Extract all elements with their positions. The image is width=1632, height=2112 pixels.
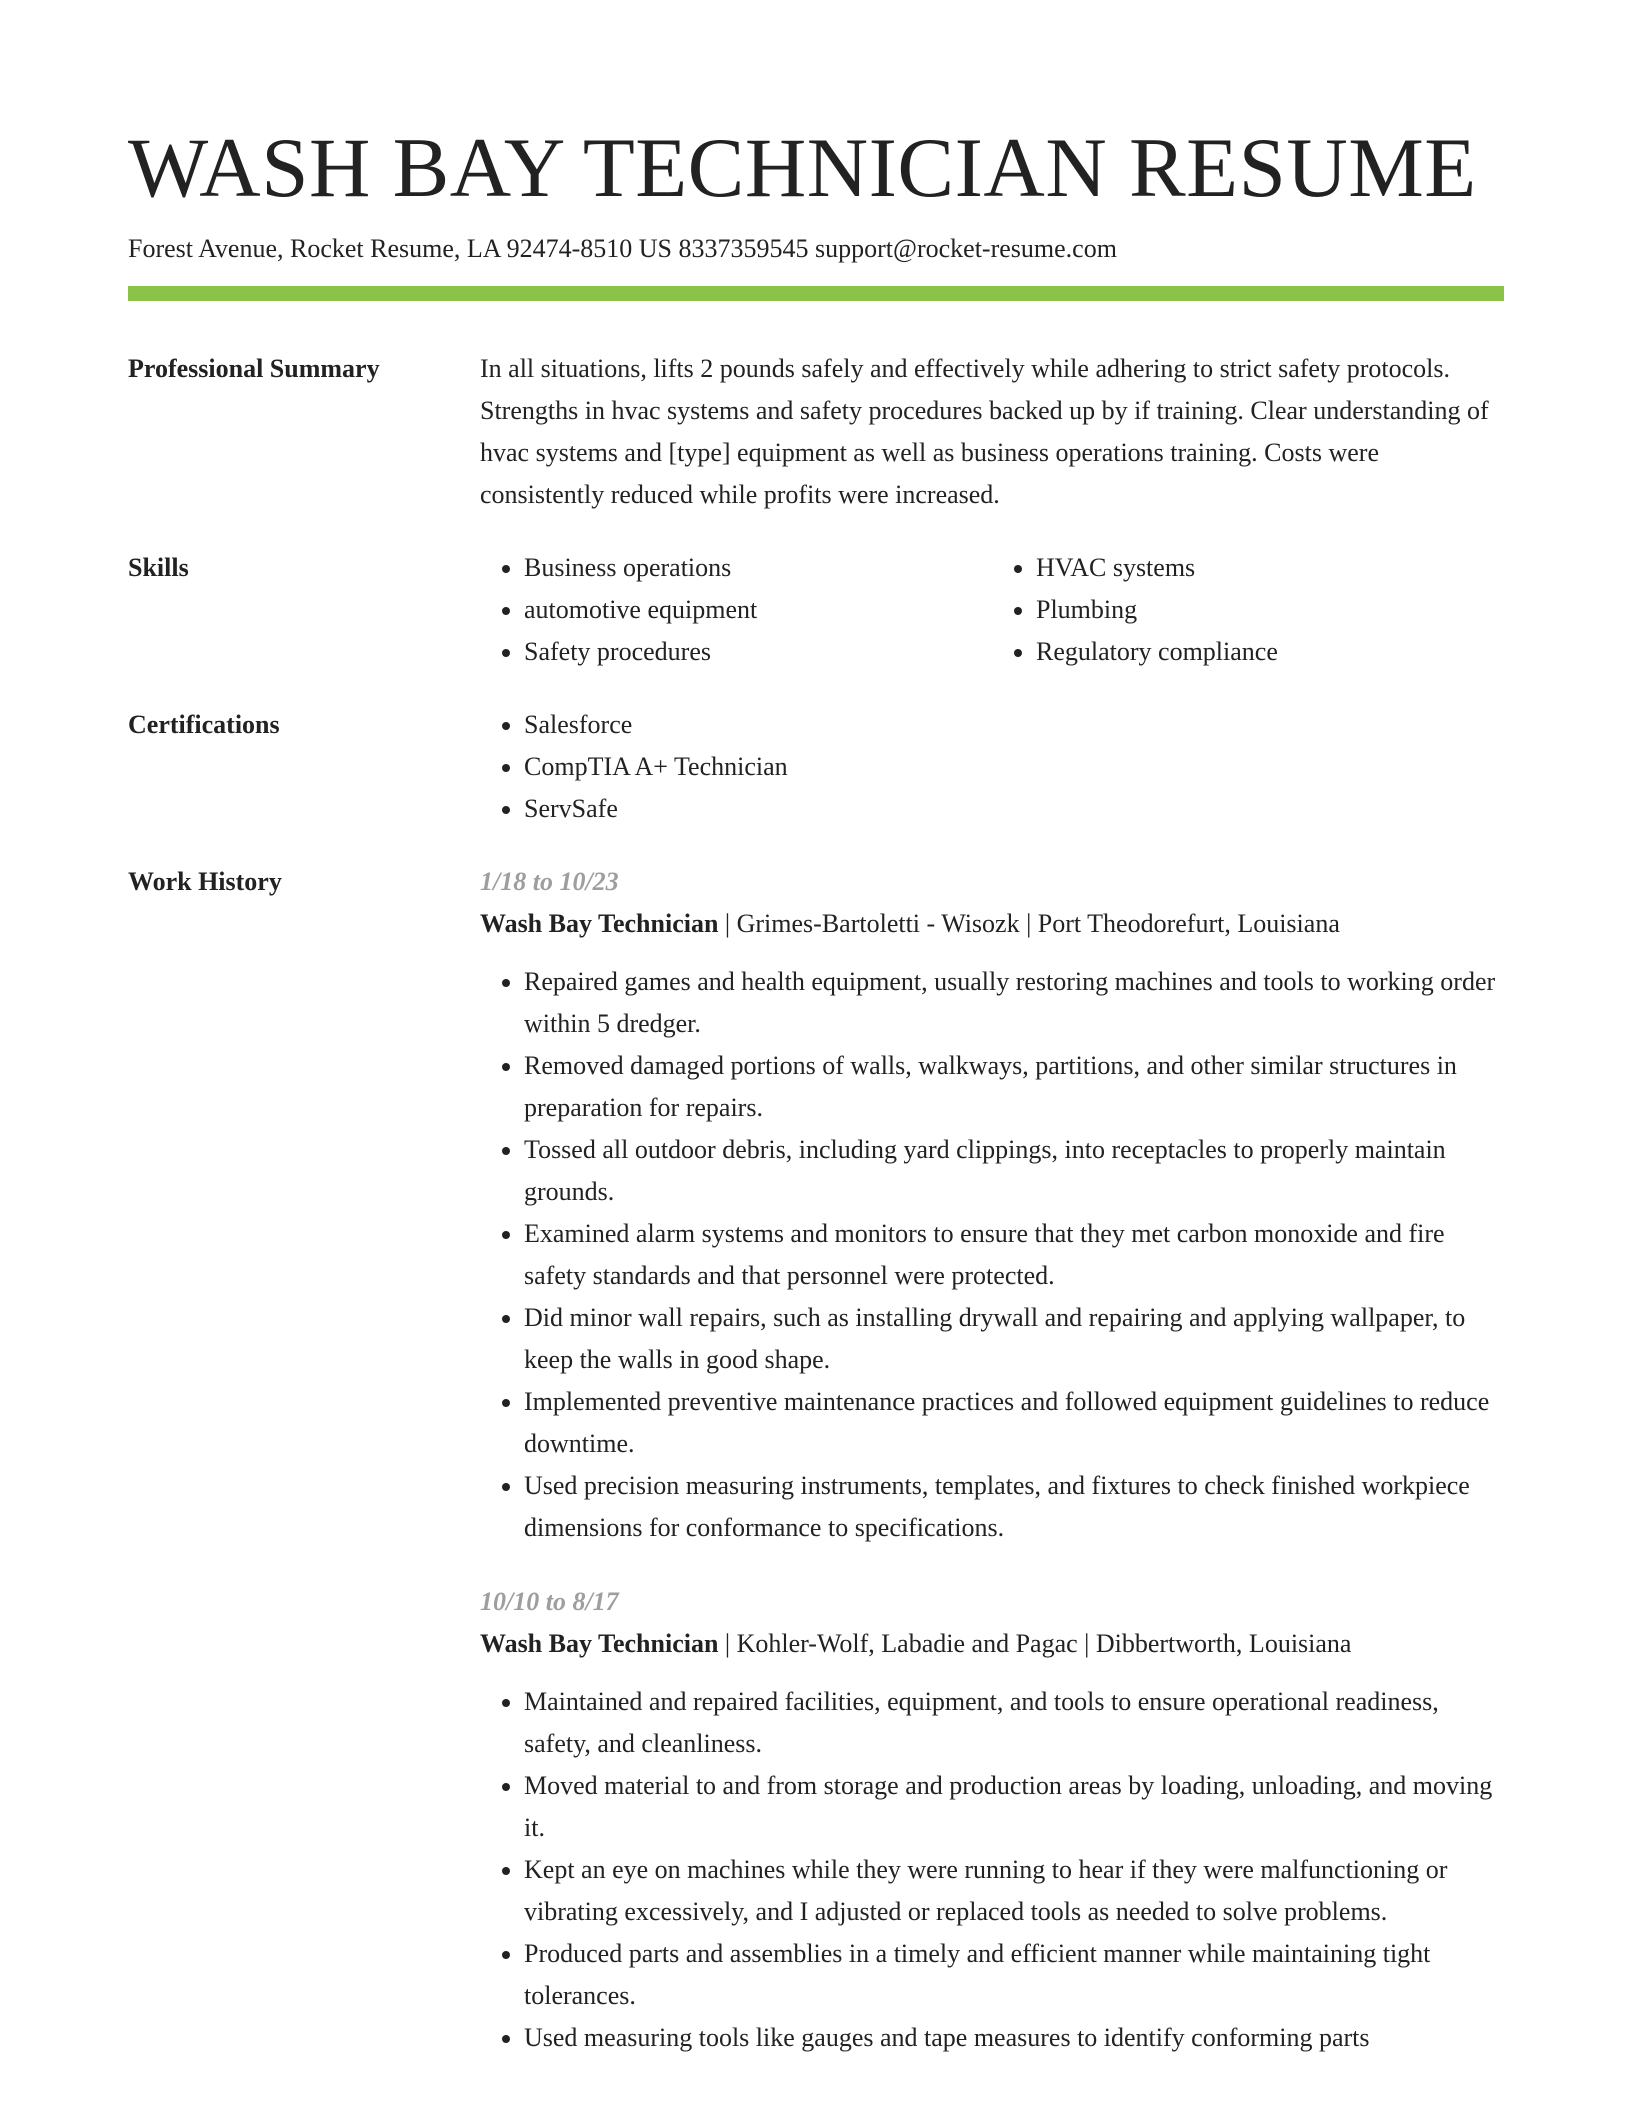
job-duty: • Moved material to and from storage and production areas by loading, unloading, and moving it. (524, 1765, 1504, 1849)
job-employer-location: | Kohler-Wolf, Labadie and Pagac | Dibbertworth, Louisiana (718, 1629, 1352, 1658)
job-title: Wash Bay Technician (480, 909, 719, 938)
job-duty: • Examined alarm systems and monitors to ensure that they met carbon monoxide and fire safety standards and that personnel were protected. (524, 1213, 1504, 1297)
job-dates: 10/10 to 8/17 (480, 1587, 619, 1616)
job-duty: • Tossed all outdoor debris, including yard clippings, into receptacles to properly maintain grounds. (524, 1129, 1504, 1213)
section-label: Certifications (128, 710, 280, 739)
skills-columns (480, 547, 1504, 673)
job-duty: • Repaired games and health equipment, usually restoring machines and tools to working order within 5 dredger. (524, 961, 1504, 1045)
job-employer-location: | Grimes-Bartoletti - Wisozk | Port Theodorefurt, Louisiana (718, 909, 1340, 938)
job-entry (480, 1581, 1504, 2059)
job-duty: • Maintained and repaired facilities, equipment, and tools to ensure operational readiness, safety, and cleanliness. (524, 1681, 1504, 1765)
section-label: Skills (128, 553, 189, 582)
job-duties-list (480, 1681, 1504, 2059)
section-content (480, 704, 1504, 830)
job-heading (480, 1623, 1504, 1665)
job-duty: • Kept an eye on machines while they were running to hear if they were malfunctioning or vibrating excessively, and I adjusted or replaced tools as needed to solve problems. (524, 1849, 1504, 1933)
job-dates: 1/18 to 10/23 (480, 867, 619, 896)
skill-item: • Business operations (524, 547, 992, 589)
skill-item: • Regulatory compliance (1036, 631, 1504, 673)
job-duties-list (480, 961, 1504, 1549)
certifications-list (480, 704, 1504, 830)
skills-list (992, 547, 1504, 673)
job-duty: • Used measuring tools like gauges and tape measures to identify conforming parts (524, 2017, 1504, 2059)
accent-divider (128, 286, 1504, 301)
job-title: Wash Bay Technician (480, 1629, 719, 1658)
skill-item: • HVAC systems (1036, 547, 1504, 589)
job-duty: • Implemented preventive maintenance practices and followed equipment guidelines to reduce downtime. (524, 1381, 1504, 1465)
job-heading (480, 903, 1504, 945)
job-duty: • Used precision measuring instruments, templates, and fixtures to check finished workpiece dimensions for conformance to specifications. (524, 1465, 1504, 1549)
section-label: Professional Summary (128, 354, 380, 383)
section-content (480, 861, 1504, 2059)
job-duty: • Produced parts and assemblies in a timely and efficient manner while maintaining tight tolerances. (524, 1933, 1504, 2017)
contact-line: Forest Avenue, Rocket Resume, LA 92474-8510 US 8337359545 support@rocket-resume.com (128, 234, 1117, 263)
skill-item: • automotive equipment (524, 589, 992, 631)
job-duty: • Did minor wall repairs, such as installing drywall and repairing and applying wallpaper, to keep the walls in good shape. (524, 1297, 1504, 1381)
certification-item: • Salesforce (524, 704, 1504, 746)
resume-title: WASH BAY TECHNICIAN RESUME (128, 121, 1477, 215)
summary-text: In all situations, lifts 2 pounds safely and effectively while adhering to strict safety protocols. Strengths in hvac systems and safety procedures backed up by if training. Clear understanding of hvac systems and [type] equipment as well as business operations training. Costs were consistently reduced while profits were increased. (480, 354, 1489, 509)
job-duty: • Removed damaged portions of walls, walkways, partitions, and other similar structures in preparation for repairs. (524, 1045, 1504, 1129)
certification-item: • ServSafe (524, 788, 1504, 830)
skill-item: • Plumbing (1036, 589, 1504, 631)
job-entry (480, 861, 1504, 1549)
certification-item: • CompTIA A+ Technician (524, 746, 1504, 788)
section-content (480, 348, 1504, 516)
section-label: Work History (128, 867, 282, 896)
skill-item: • Safety procedures (524, 631, 992, 673)
skills-list (480, 547, 992, 673)
